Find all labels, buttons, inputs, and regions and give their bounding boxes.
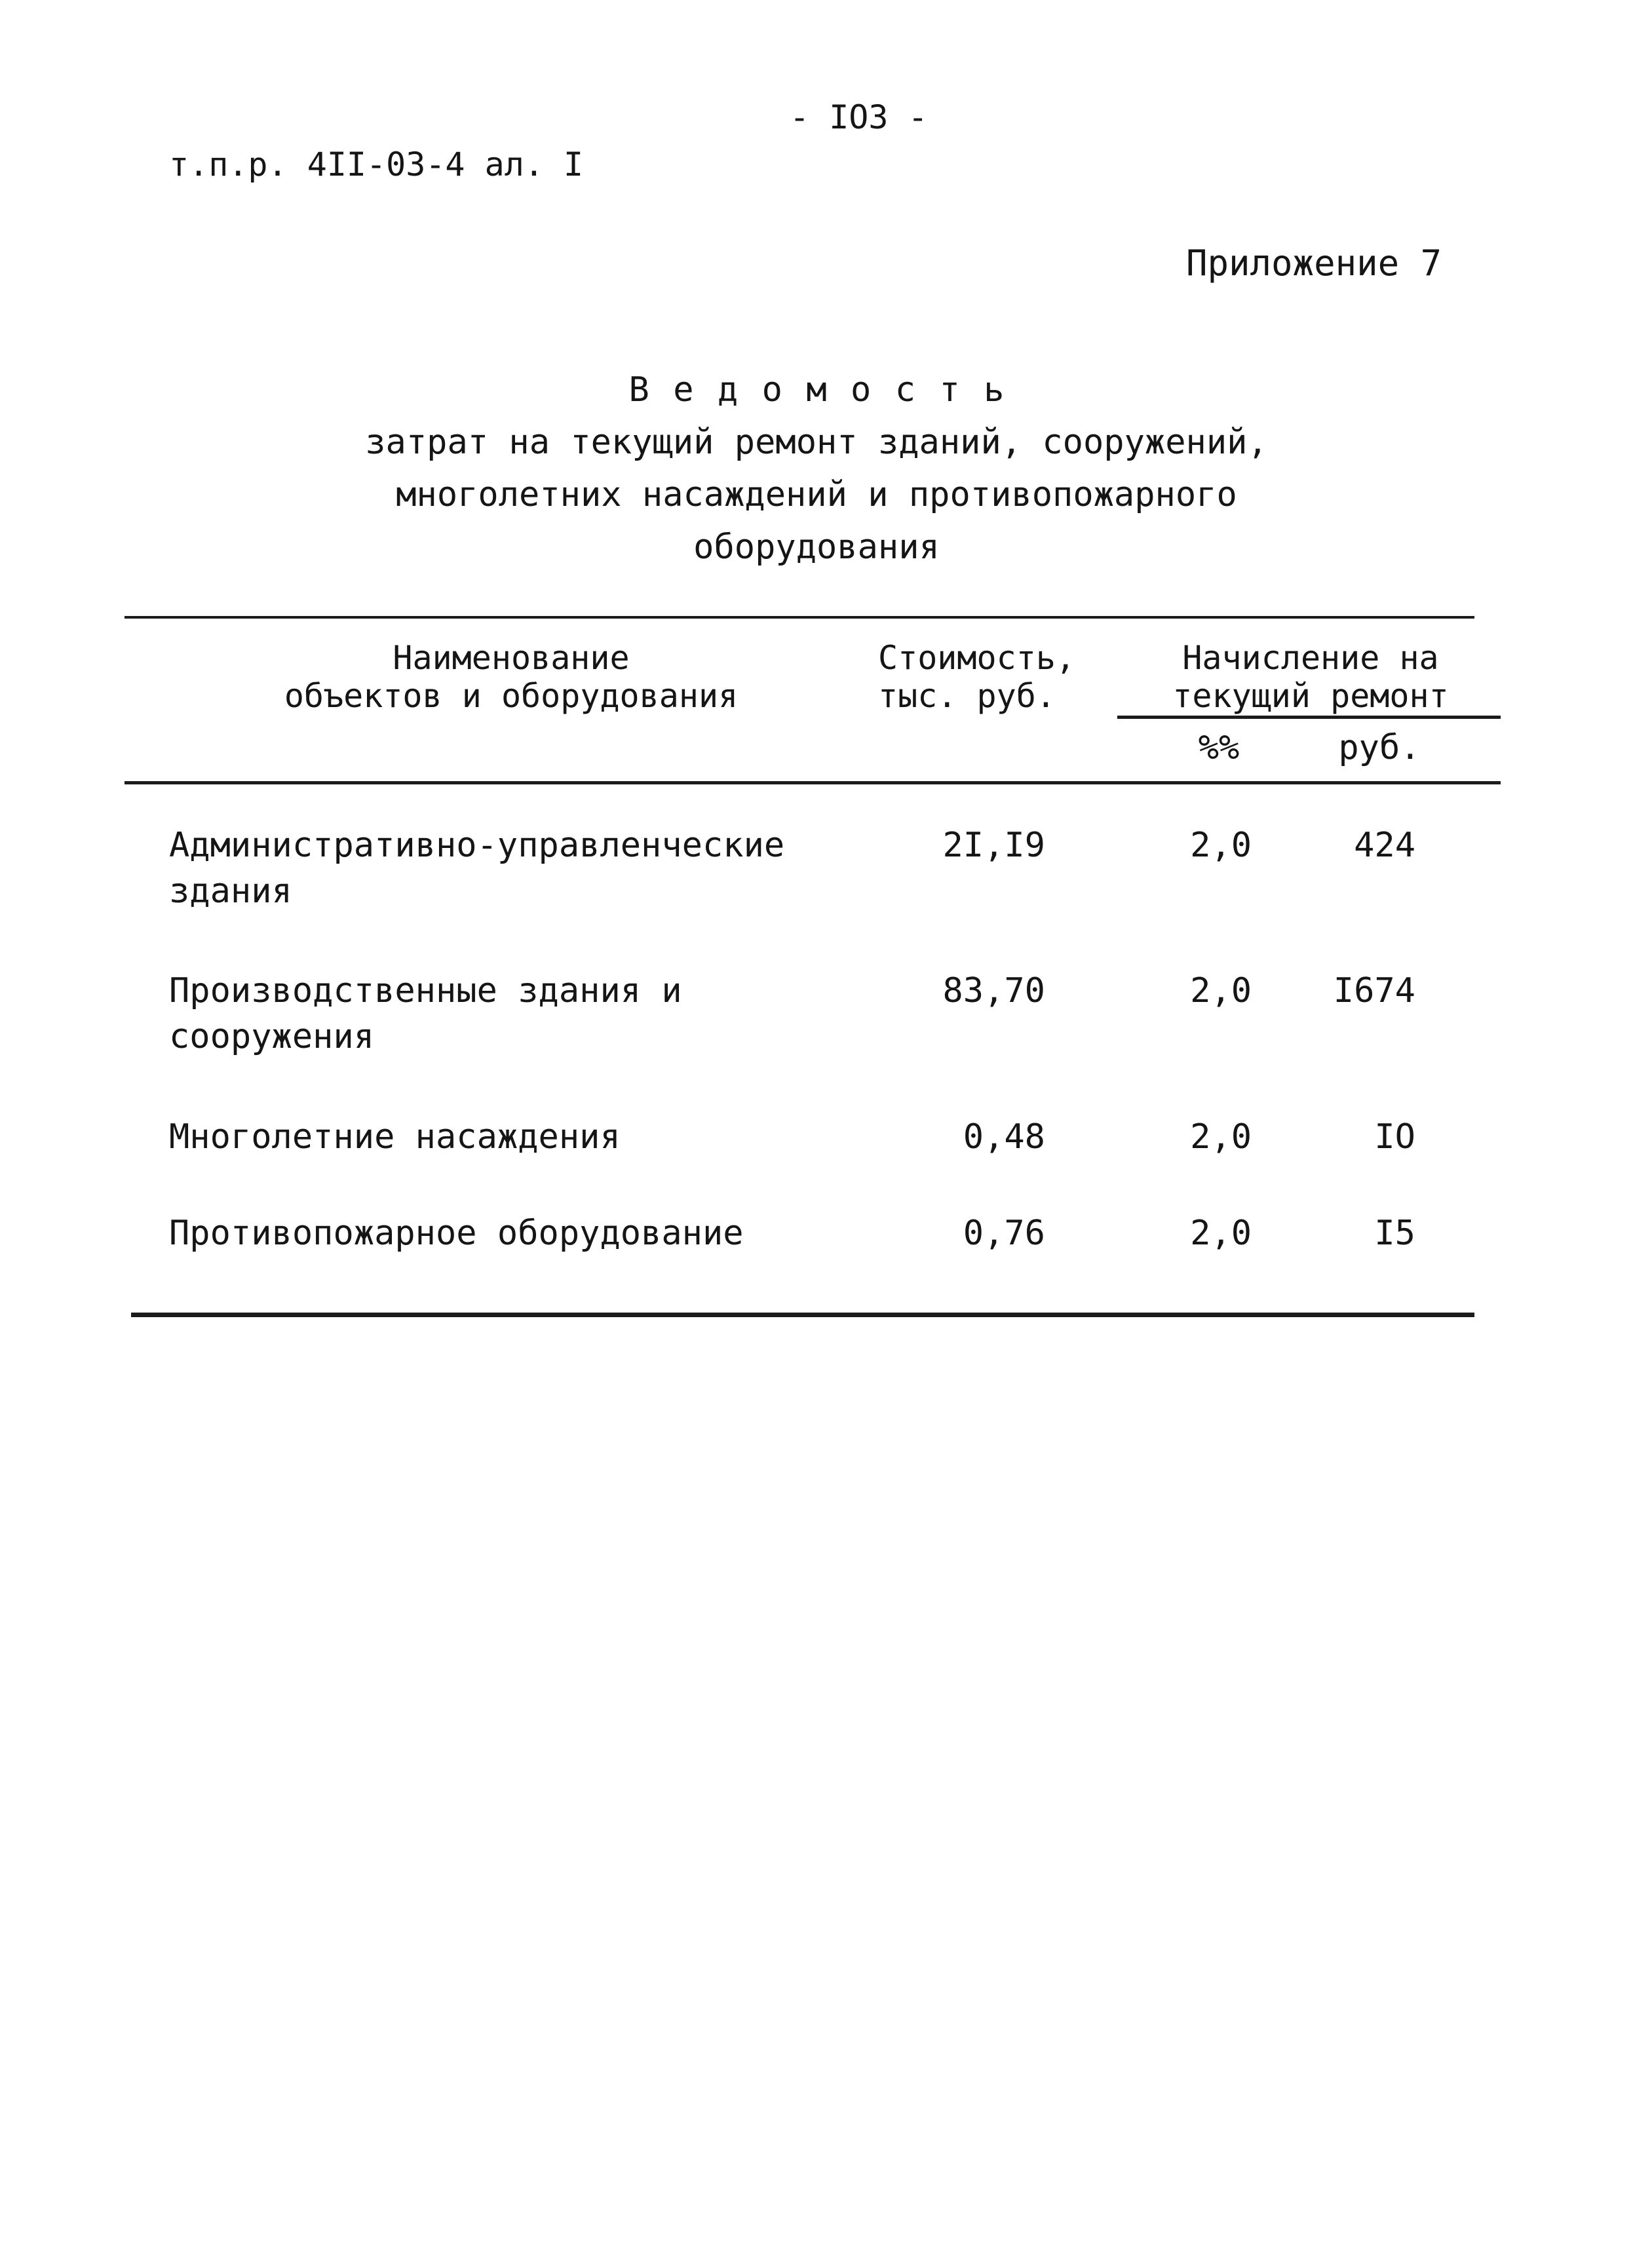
row-percent: 2,0: [1190, 1214, 1252, 1253]
header-accrual: [1127, 639, 1494, 715]
header-name-line-2: объектов и оборудования: [284, 677, 739, 715]
row-name: Производственные здания и сооружения: [169, 971, 682, 1056]
header-cost-line-2: тыс. руб.: [878, 677, 1056, 715]
row-percent: 2,0: [1190, 826, 1252, 865]
row-cost: 83,70: [942, 971, 1045, 1010]
header-cost: [878, 639, 1114, 715]
row-name: Многолетние насаждения: [169, 1117, 621, 1157]
header-name: [275, 639, 747, 715]
header-subdivider-rule: [1117, 716, 1501, 719]
row-rubles: I674: [1333, 971, 1415, 1010]
row-percent: 2,0: [1190, 971, 1252, 1010]
page-number: - IO3 -: [790, 98, 928, 136]
title-word: Ведомость: [628, 370, 1028, 410]
row-rubles: I5: [1374, 1214, 1415, 1253]
row-name: Противопожарное оборудование: [169, 1214, 744, 1253]
header-name-line-1: Наименование: [393, 639, 630, 677]
header-cost-line-1: Стоимость,: [878, 639, 1076, 677]
header-accrual-line-1: Начисление на: [1182, 639, 1439, 677]
row-cost: 0,76: [963, 1214, 1045, 1253]
header-rubles: руб.: [1338, 728, 1421, 767]
appendix-label: Приложение 7: [1186, 242, 1442, 284]
row-rubles: 424: [1354, 826, 1415, 865]
title-line-3: оборудования: [693, 528, 940, 567]
row-cost: 2I,I9: [942, 826, 1045, 865]
row-rubles: IO: [1374, 1117, 1415, 1157]
table-bottom-rule: [131, 1313, 1474, 1317]
header-accrual-line-2: текущий ремонт: [1172, 677, 1449, 715]
row-cost: 0,48: [963, 1117, 1045, 1157]
title-line-2: многолетних насаждений и противопожарного: [396, 475, 1237, 514]
title-line-1: затрат на текущий ремонт зданий, сооружений,: [365, 423, 1268, 462]
header-percent: %%: [1198, 728, 1240, 767]
document-code: т.п.р. 4II-03-4 ал. I: [169, 145, 584, 183]
header-bottom-rule: [125, 781, 1501, 784]
document-title: [0, 364, 1633, 573]
table-top-rule: [125, 616, 1474, 619]
row-name: Административно-управленческие здания: [169, 826, 785, 911]
row-percent: 2,0: [1190, 1117, 1252, 1157]
